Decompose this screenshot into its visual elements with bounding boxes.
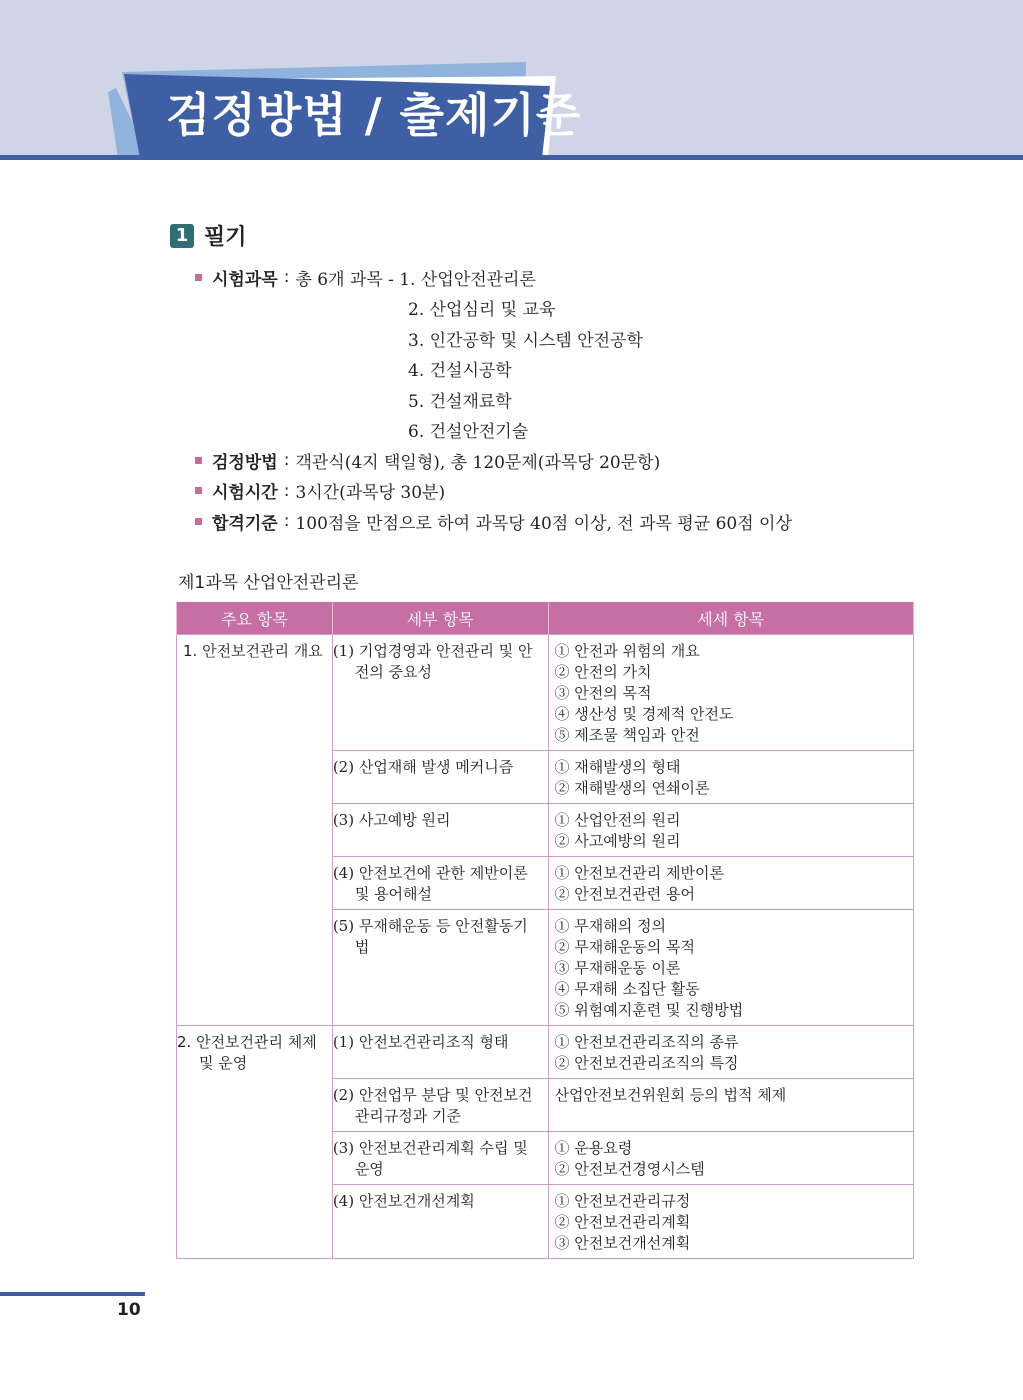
column-header: 세부 항목: [332, 602, 548, 635]
section-heading: [170, 220, 247, 251]
sub-item: ④ 생산성 및 경제적 안전도: [554, 705, 734, 723]
sub-items-cell: [548, 751, 913, 804]
subject-item: 5. 건설재료학: [408, 391, 512, 412]
column-header: 주요 항목: [177, 602, 333, 635]
subjects-label: 시험과목: [212, 269, 278, 290]
sub-item: ② 사고예방의 원리: [554, 832, 681, 850]
sub-items-cell: [548, 1079, 913, 1132]
major-item: 1. 안전보건관리 개요: [177, 635, 333, 1026]
detail-item: (5) 무재해운동 등 안전활동기법: [332, 910, 548, 1026]
detail-item: (4) 안전보건개선계획: [332, 1185, 548, 1259]
sub-item: ① 안전보건관리규정: [554, 1192, 691, 1210]
sub-item: ① 산업안전의 원리: [554, 811, 681, 829]
sub-items-cell: [548, 1185, 913, 1259]
time-label: 시험시간: [212, 483, 278, 504]
pass-value: 100점을 만점으로 하여 과목당 40점 이상, 전 과목 평균 60점 이상: [295, 513, 792, 534]
bullet-icon: [195, 487, 202, 494]
subjects-row: 시험과목 : 총 6개 과목 - 1. 산업안전관리론: [195, 262, 955, 293]
method-row: 검정방법 : 객관식(4지 택일형), 총 120문제(과목당 20문항): [195, 445, 955, 476]
exam-info: [195, 262, 955, 537]
sub-item: ③ 무재해운동 이론: [554, 959, 681, 977]
sub-item: 산업안전보건위원회 등의 법적 체제: [554, 1086, 787, 1104]
table-title: 제1과목 산업안전관리론: [178, 573, 359, 593]
sub-item: ④ 무재해 소집단 활동: [554, 980, 700, 998]
sub-item: ② 안전보건관련 용어: [554, 885, 695, 903]
sub-item: ② 안전보건경영시스템: [554, 1160, 705, 1178]
bullet-icon: [195, 518, 202, 525]
sub-item: ③ 안전의 목적: [554, 684, 652, 702]
major-item: 2. 안전보건관리 체제 및 운영: [177, 1026, 333, 1259]
sub-items-cell: [548, 1132, 913, 1185]
sub-item: ② 안전보건관리조직의 특징: [554, 1054, 739, 1072]
subject-item: 4. 건설시공학: [408, 361, 512, 382]
sub-items-cell: [548, 910, 913, 1026]
table-row: [177, 1026, 914, 1079]
sub-item: ⑤ 위험예지훈련 및 진행방법: [554, 1001, 744, 1019]
detail-item: (2) 안전업무 분담 및 안전보건관리규정과 기준: [332, 1079, 548, 1132]
time-row: 시험시간 : 3시간(과목당 30분): [195, 476, 955, 507]
bullet-icon: [195, 457, 202, 464]
page-number: 10: [117, 1300, 141, 1320]
sub-item: ① 안전과 위험의 개요: [554, 642, 700, 660]
sub-item: ③ 안전보건개선계획: [554, 1234, 691, 1252]
pass-label: 합격기준: [212, 513, 278, 534]
method-label: 검정방법: [212, 452, 278, 473]
sub-item: ② 안전의 가치: [554, 663, 652, 681]
time-value: 3시간(과목당 30분): [295, 483, 446, 504]
column-header: 세세 항목: [548, 602, 913, 635]
sub-items-cell: [548, 635, 913, 751]
footer-rule: [0, 1292, 145, 1296]
detail-item: (4) 안전보건에 관한 제반이론 및 용어해설: [332, 857, 548, 910]
method-value: 객관식(4지 택일형), 총 120문제(과목당 20문항): [295, 452, 661, 473]
header-rule: [0, 155, 1023, 160]
detail-item: (1) 안전보건관리조직 형태: [332, 1026, 548, 1079]
sub-item: ② 재해발생의 연쇄이론: [554, 779, 710, 797]
subjects-intro: 총 6개 과목 - 1. 산업안전관리론: [295, 269, 536, 290]
sub-item: ② 무재해운동의 목적: [554, 938, 695, 956]
sub-item: ① 안전보건관리조직의 종류: [554, 1033, 739, 1051]
subject-item: 6. 건설안전기술: [408, 422, 529, 443]
sub-items-cell: [548, 804, 913, 857]
sub-item: ① 안전보건관리 제반이론: [554, 864, 724, 882]
section-title: 필기: [204, 225, 247, 250]
pass-row: 합격기준 : 100점을 만점으로 하여 과목당 40점 이상, 전 과목 평균 60점 이상: [195, 506, 955, 537]
detail-item: (3) 사고예방 원리: [332, 804, 548, 857]
sub-items-cell: [548, 1026, 913, 1079]
sub-item: ① 재해발생의 형태: [554, 758, 681, 776]
sub-item: ① 무재해의 정의: [554, 917, 667, 935]
table-row: [177, 635, 914, 751]
sub-item: ② 안전보건관리계획: [554, 1213, 691, 1231]
subject-item: 3. 인간공학 및 시스템 안전공학: [408, 330, 643, 351]
sub-items-cell: [548, 857, 913, 910]
detail-item: (1) 기업경영과 안전관리 및 안전의 중요성: [332, 635, 548, 751]
table-header-row: [177, 602, 914, 635]
syllabus-table: [176, 602, 914, 1259]
sub-item: ⑤ 제조물 책임과 안전: [554, 726, 700, 744]
bullet-icon: [195, 274, 202, 281]
subject-item: 2. 산업심리 및 교육: [408, 300, 556, 321]
section-number-badge: 1: [170, 224, 194, 248]
detail-item: (2) 산업재해 발생 메커니즘: [332, 751, 548, 804]
sub-item: ① 운용요령: [554, 1139, 633, 1157]
page-title: 검정방법 / 출제기준: [166, 88, 582, 142]
detail-item: (3) 안전보건관리계획 수립 및 운영: [332, 1132, 548, 1185]
